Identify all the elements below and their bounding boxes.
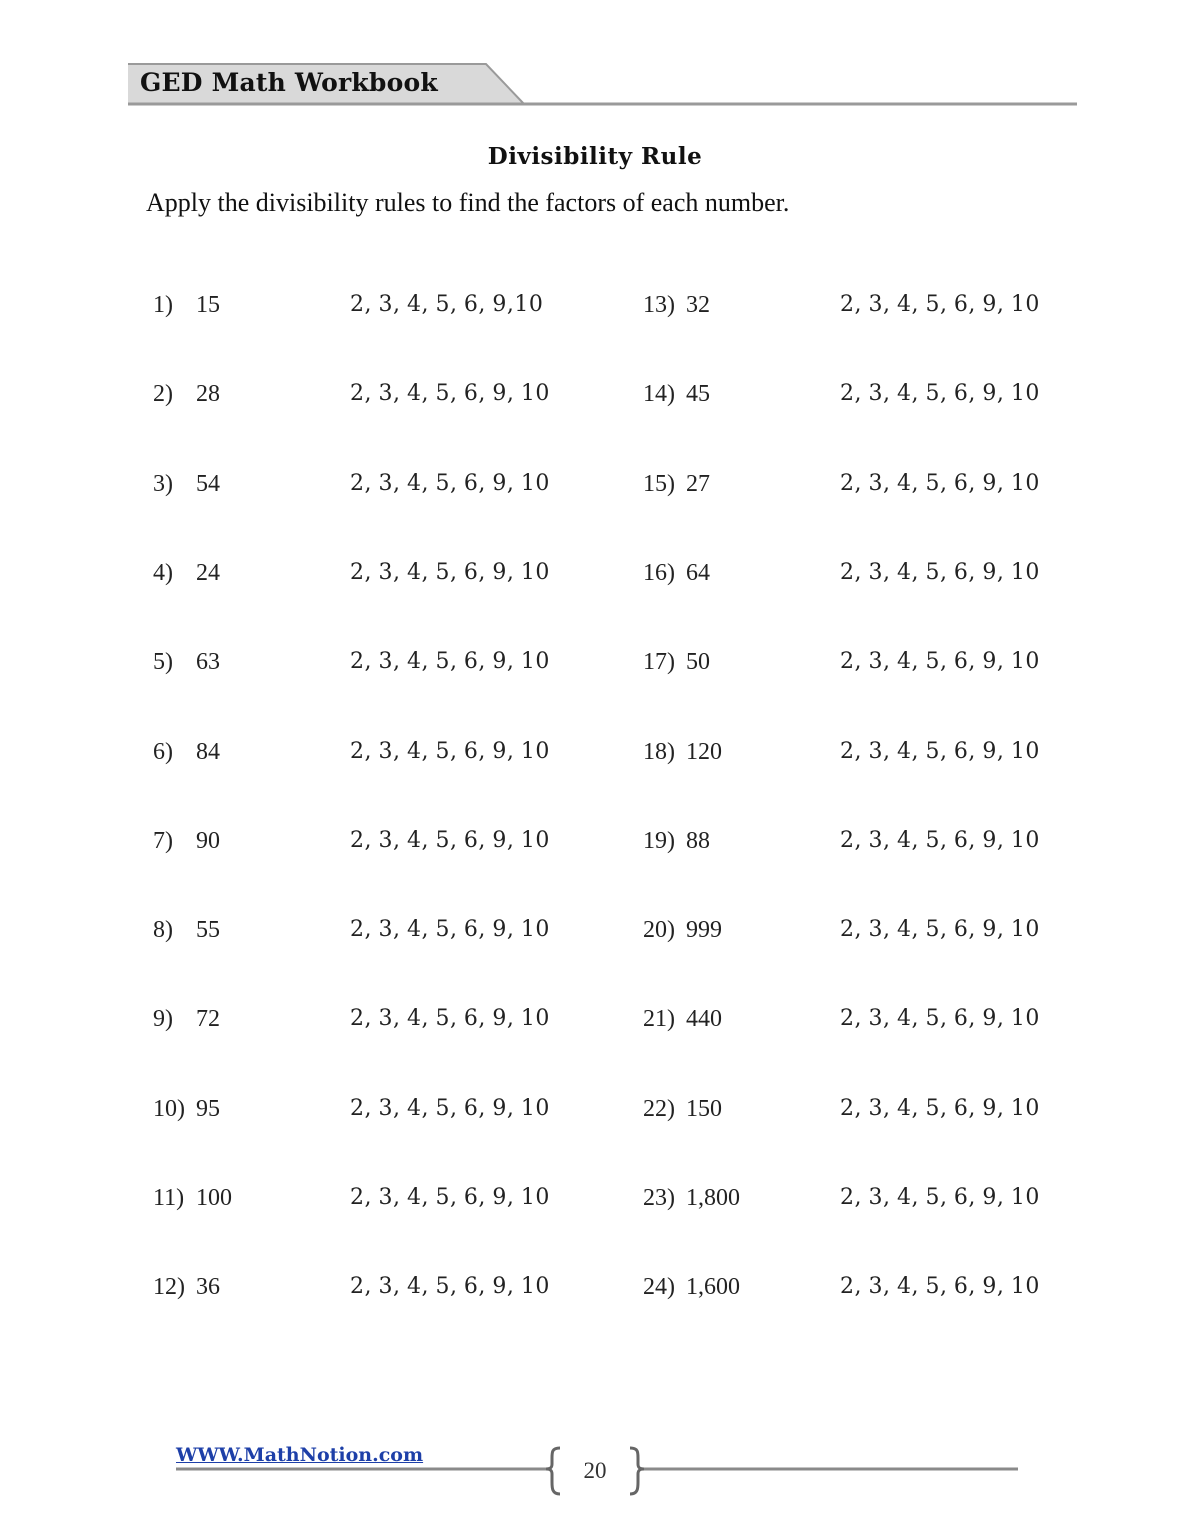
problem-value: 72 (196, 1006, 220, 1032)
problem-value: 440 (686, 1006, 722, 1032)
problem-number: 20) (643, 917, 675, 943)
problem-number: 22) (643, 1096, 675, 1122)
problem-value: 50 (686, 649, 710, 675)
problem-number: 6) (153, 739, 173, 765)
problem-number: 14) (643, 381, 675, 407)
problem-choices[interactable]: 2, 3, 4, 5, 6, 9, 10 (350, 1096, 550, 1121)
problem-choices[interactable]: 2, 3, 4, 5, 6, 9, 10 (840, 471, 1040, 496)
problem-choices[interactable]: 2, 3, 4, 5, 6, 9, 10 (350, 828, 550, 853)
problem-value: 24 (196, 560, 220, 586)
problem-number: 5) (153, 649, 173, 675)
problem-number: 19) (643, 828, 675, 854)
problem-value: 90 (196, 828, 220, 854)
problem-number: 10) (153, 1096, 185, 1122)
problem-choices[interactable]: 2, 3, 4, 5, 6, 9, 10 (840, 1006, 1040, 1031)
problem-number: 11) (153, 1185, 185, 1211)
problem-choices[interactable]: 2, 3, 4, 5, 6, 9, 10 (350, 1006, 550, 1031)
problem-choices[interactable]: 2, 3, 4, 5, 6, 9, 10 (840, 828, 1040, 853)
website-link[interactable]: WWW.MathNotion.com (176, 1444, 424, 1466)
problem-choices[interactable]: 2, 3, 4, 5, 6, 9, 10 (840, 292, 1040, 317)
problem-value: 1,600 (686, 1274, 740, 1300)
problem-choices[interactable]: 2, 3, 4, 5, 6, 9, 10 (350, 917, 550, 942)
problem-choices[interactable]: 2, 3, 4, 5, 6, 9, 10 (840, 560, 1040, 585)
problem-choices[interactable]: 2, 3, 4, 5, 6, 9, 10 (840, 917, 1040, 942)
problem-number: 2) (153, 381, 173, 407)
problem-value: 100 (196, 1185, 232, 1211)
book-title: GED Math Workbook (140, 68, 438, 97)
problem-value: 55 (196, 917, 220, 943)
problem-number: 4) (153, 560, 173, 586)
problem-value: 27 (686, 471, 710, 497)
problem-number: 17) (643, 649, 675, 675)
problem-number: 21) (643, 1006, 675, 1032)
problem-choices[interactable]: 2, 3, 4, 5, 6, 9, 10 (840, 381, 1040, 406)
problem-number: 12) (153, 1274, 185, 1300)
problem-value: 1,800 (686, 1185, 740, 1211)
problem-choices[interactable]: 2, 3, 4, 5, 6, 9, 10 (350, 1185, 550, 1210)
problem-choices[interactable]: 2, 3, 4, 5, 6, 9, 10 (350, 560, 550, 585)
problem-value: 84 (196, 739, 220, 765)
problem-value: 64 (686, 560, 710, 586)
problem-choices[interactable]: 2, 3, 4, 5, 6, 9, 10 (840, 1096, 1040, 1121)
problem-number: 18) (643, 739, 675, 765)
problem-number: 13) (643, 292, 675, 318)
problem-value: 32 (686, 292, 710, 318)
problem-choices[interactable]: 2, 3, 4, 5, 6, 9, 10 (840, 1185, 1040, 1210)
problem-value: 36 (196, 1274, 220, 1300)
problem-value: 63 (196, 649, 220, 675)
problem-number: 8) (153, 917, 173, 943)
problem-choices[interactable]: 2, 3, 4, 5, 6, 9, 10 (350, 381, 550, 406)
problem-choices[interactable]: 2, 3, 4, 5, 6, 9, 10 (350, 739, 550, 764)
problem-value: 45 (686, 381, 710, 407)
page-number: 20 (583, 1458, 607, 1483)
problem-number: 3) (153, 471, 173, 497)
problem-choices[interactable]: 2, 3, 4, 5, 6, 9, 10 (840, 1274, 1040, 1299)
problem-choices[interactable]: 2, 3, 4, 5, 6, 9, 10 (350, 649, 550, 674)
problem-value: 28 (196, 381, 220, 407)
problem-number: 7) (153, 828, 173, 854)
problem-number: 1) (153, 292, 173, 318)
problem-number: 16) (643, 560, 675, 586)
problem-value: 120 (686, 739, 722, 765)
problem-value: 54 (196, 471, 220, 497)
problem-number: 24) (643, 1274, 675, 1300)
problem-value: 15 (196, 292, 220, 318)
problem-choices[interactable]: 2, 3, 4, 5, 6, 9, 10 (350, 1274, 550, 1299)
instructions: Apply the divisibility rules to find the factors of each number. (146, 188, 790, 217)
problem-choices[interactable]: 2, 3, 4, 5, 6, 9, 10 (840, 649, 1040, 674)
problem-number: 9) (153, 1006, 173, 1032)
problem-choices[interactable]: 2, 3, 4, 5, 6, 9,10 (350, 292, 544, 317)
problem-choices[interactable]: 2, 3, 4, 5, 6, 9, 10 (350, 471, 550, 496)
problem-value: 150 (686, 1096, 722, 1122)
problem-number: 23) (643, 1185, 675, 1211)
problem-value: 999 (686, 917, 722, 943)
problem-choices[interactable]: 2, 3, 4, 5, 6, 9, 10 (840, 739, 1040, 764)
problem-value: 95 (196, 1096, 220, 1122)
problem-value: 88 (686, 828, 710, 854)
worksheet-title: Divisibility Rule (487, 143, 703, 170)
problem-number: 15) (643, 471, 675, 497)
